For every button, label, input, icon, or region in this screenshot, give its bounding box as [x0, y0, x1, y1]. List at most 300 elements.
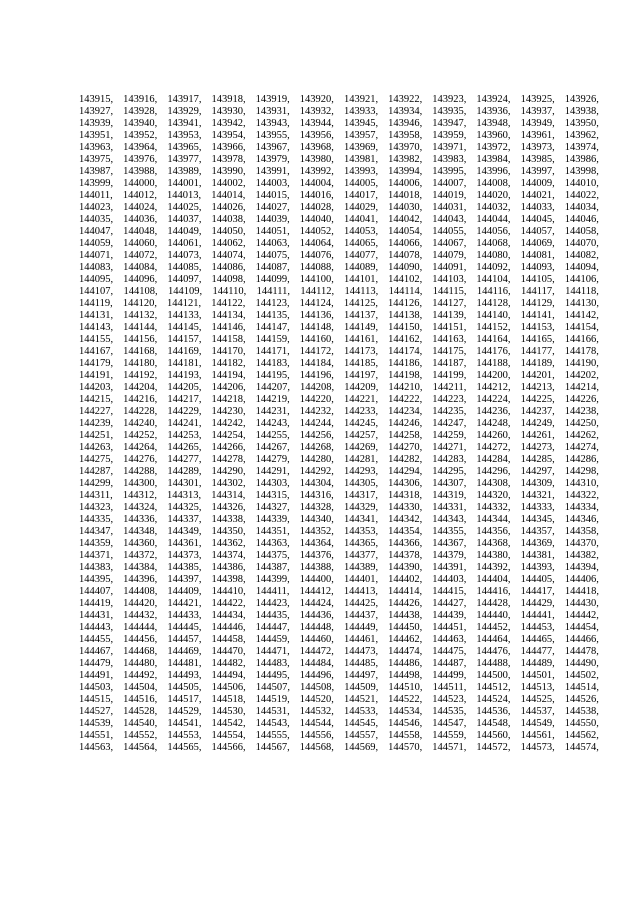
sequence-number: 144450,: [388, 622, 423, 633]
sequence-number: 144199,: [432, 370, 467, 381]
sequence-number: 144179,: [79, 358, 114, 369]
sequence-number: 144451,: [432, 622, 467, 633]
sequence-number: 144290,: [211, 466, 246, 477]
sequence-number: 144117,: [520, 286, 555, 297]
sequence-number: 144427,: [432, 598, 467, 609]
sequence-number: 144552,: [123, 730, 158, 741]
sequence-number: 144202,: [564, 370, 599, 381]
sequence-number: 143988,: [123, 166, 158, 177]
sequence-number: 144249,: [520, 418, 555, 429]
sequence-number: 144432,: [123, 610, 158, 621]
sequence-number: 144133,: [167, 310, 202, 321]
sequence-number: 144497,: [343, 670, 379, 681]
sequence-number: 144248,: [476, 418, 511, 429]
sequence-number: 144035,: [79, 214, 114, 225]
number-line: [79, 118, 599, 130]
sequence-number: 144299,: [79, 478, 114, 489]
sequence-number: 144085,: [167, 262, 202, 273]
sequence-number: 144146,: [211, 322, 246, 333]
sequence-number: 144574,: [564, 742, 599, 753]
sequence-number: 144449,: [343, 622, 379, 633]
number-line: [79, 466, 599, 478]
sequence-number: 144354,: [388, 526, 423, 537]
sequence-number: 144105,: [520, 274, 555, 285]
sequence-number: 144323,: [79, 502, 114, 513]
sequence-number: 144453,: [520, 622, 555, 633]
sequence-number: 144004,: [299, 178, 334, 189]
sequence-number: 144190,: [564, 358, 599, 369]
number-line: [79, 142, 599, 154]
sequence-number: 144003,: [255, 178, 290, 189]
sequence-number: 144301,: [167, 478, 202, 489]
sequence-number: 144106,: [564, 274, 599, 285]
sequence-number: 144326,: [211, 502, 246, 513]
sequence-number: 144535,: [432, 706, 467, 717]
sequence-number: 144101,: [343, 274, 379, 285]
sequence-number: 144507,: [255, 682, 290, 693]
sequence-number: 144247,: [432, 418, 467, 429]
sequence-number: 144157,: [167, 334, 202, 345]
sequence-number: 143975,: [79, 154, 114, 165]
sequence-number: 144391,: [432, 562, 467, 573]
sequence-number: 144569,: [343, 742, 379, 753]
sequence-number: 144129,: [520, 298, 555, 309]
sequence-number: 144377,: [343, 550, 379, 561]
sequence-number: 144206,: [211, 382, 246, 393]
sequence-number: 144131,: [79, 310, 114, 321]
number-line: [79, 694, 599, 706]
number-line: [79, 598, 599, 610]
sequence-number: 144200,: [476, 370, 511, 381]
sequence-number: 144032,: [476, 202, 511, 213]
sequence-number: 144090,: [388, 262, 423, 273]
sequence-number: 144239,: [79, 418, 114, 429]
sequence-number: 144027,: [255, 202, 290, 213]
sequence-number: 144327,: [255, 502, 290, 513]
sequence-number: 144560,: [476, 730, 511, 741]
sequence-number: 144291,: [255, 466, 290, 477]
sequence-number: 144164,: [476, 334, 511, 345]
sequence-number: 144531,: [255, 706, 290, 717]
sequence-number: 144548,: [476, 718, 511, 729]
sequence-number: 144324,: [123, 502, 158, 513]
sequence-number: 144521,: [343, 694, 379, 705]
sequence-number: 144127,: [432, 298, 467, 309]
sequence-number: 144452,: [476, 622, 511, 633]
sequence-number: 144456,: [123, 634, 158, 645]
sequence-number: 143915,: [79, 94, 114, 105]
sequence-number: 144375,: [255, 550, 290, 561]
sequence-number: 144015,: [255, 190, 290, 201]
sequence-number: 144332,: [476, 502, 511, 513]
sequence-number: 144002,: [211, 178, 246, 189]
sequence-number: 144031,: [432, 202, 467, 213]
sequence-number: 144292,: [299, 466, 334, 477]
sequence-number: 144162,: [388, 334, 423, 345]
sequence-number: 143924,: [476, 94, 511, 105]
sequence-number: 144570,: [388, 742, 423, 753]
sequence-number: 144438,: [388, 610, 423, 621]
sequence-number: 143963,: [79, 142, 114, 153]
sequence-number: 144437,: [343, 610, 379, 621]
sequence-number: 143957,: [343, 130, 379, 141]
sequence-number: 144244,: [299, 418, 334, 429]
sequence-number: 144198,: [388, 370, 423, 381]
sequence-number: 144334,: [564, 502, 599, 513]
sequence-number: 144545,: [343, 718, 379, 729]
sequence-number: 144195,: [255, 370, 290, 381]
sequence-number: 144402,: [388, 574, 423, 585]
sequence-number: 144095,: [79, 274, 114, 285]
sequence-number: 144483,: [255, 658, 290, 669]
sequence-number: 144357,: [520, 526, 555, 537]
sequence-number: 144167,: [79, 346, 114, 357]
number-line: [79, 610, 599, 622]
sequence-number: 144433,: [167, 610, 202, 621]
sequence-number: 144281,: [343, 454, 379, 465]
sequence-number: 143972,: [476, 142, 511, 153]
sequence-number: 144091,: [432, 262, 467, 273]
sequence-number: 143962,: [564, 130, 599, 141]
sequence-number: 144170,: [211, 346, 246, 357]
sequence-number: 144372,: [123, 550, 158, 561]
sequence-number: 143932,: [299, 106, 334, 117]
sequence-number: 144297,: [520, 466, 555, 477]
sequence-number: 144130,: [564, 298, 599, 309]
sequence-number: 144462,: [388, 634, 423, 645]
sequence-number: 144463,: [432, 634, 467, 645]
sequence-number: 144124,: [299, 298, 334, 309]
sequence-number: 144023,: [79, 202, 114, 213]
sequence-number: 144305,: [343, 478, 379, 489]
sequence-number: 144465,: [520, 634, 555, 645]
sequence-number: 144132,: [123, 310, 158, 321]
sequence-number: 144017,: [343, 190, 378, 201]
sequence-number: 144083,: [79, 262, 114, 273]
sequence-number: 144481,: [167, 658, 202, 669]
sequence-number: 144419,: [79, 598, 114, 609]
sequence-number: 144272,: [476, 442, 511, 453]
number-line: [79, 346, 599, 358]
sequence-number: 144275,: [79, 454, 114, 465]
number-line: [79, 262, 599, 274]
sequence-number: 144417,: [520, 586, 555, 597]
sequence-number: 144490,: [564, 658, 599, 669]
sequence-number: 144228,: [123, 406, 158, 417]
sequence-number: 144226,: [564, 394, 599, 405]
number-line: [79, 682, 599, 694]
sequence-number: 144168,: [123, 346, 158, 357]
sequence-number: 144025,: [167, 202, 202, 213]
sequence-number: 144201,: [520, 370, 555, 381]
sequence-number: 144393,: [520, 562, 555, 573]
sequence-number: 144440,: [476, 610, 511, 621]
sequence-number: 144381,: [520, 550, 555, 561]
sequence-number: 144042,: [388, 214, 423, 225]
sequence-number: 144103,: [432, 274, 467, 285]
number-line: [79, 478, 599, 490]
sequence-number: 144271,: [432, 442, 467, 453]
sequence-number: 144556,: [299, 730, 334, 741]
sequence-number: 144494,: [211, 670, 246, 681]
number-line: [79, 178, 599, 190]
sequence-number: 144075,: [255, 250, 290, 261]
number-line: [79, 562, 599, 574]
sequence-number: 144302,: [211, 478, 246, 489]
sequence-number: 144526,: [564, 694, 599, 705]
sequence-number: 144374,: [211, 550, 246, 561]
sequence-number: 143937,: [520, 106, 555, 117]
number-line: [79, 442, 599, 454]
sequence-number: 144246,: [388, 418, 423, 429]
sequence-number: 144016,: [299, 190, 334, 201]
number-line: [79, 238, 599, 250]
sequence-number: 144499,: [432, 670, 467, 681]
sequence-number: 144523,: [432, 694, 467, 705]
sequence-number: 144154,: [564, 322, 599, 333]
sequence-number: 144262,: [564, 430, 599, 441]
sequence-number: 144165,: [520, 334, 555, 345]
sequence-number: 144506,: [211, 682, 246, 693]
sequence-number: 144171,: [255, 346, 290, 357]
sequence-number: 144245,: [343, 418, 379, 429]
sequence-number: 144051,: [255, 226, 290, 237]
sequence-number: 144265,: [167, 442, 202, 453]
sequence-number: 144448,: [299, 622, 334, 633]
sequence-number: 144383,: [79, 562, 114, 573]
sequence-number: 144478,: [564, 646, 599, 657]
sequence-number: 144114,: [388, 286, 423, 297]
sequence-number: 143930,: [211, 106, 246, 117]
sequence-number: 144306,: [388, 478, 423, 489]
sequence-number: 143970,: [388, 142, 423, 153]
sequence-number: 144256,: [299, 430, 334, 441]
sequence-number: 144539,: [79, 718, 114, 729]
sequence-number: 144486,: [388, 658, 423, 669]
sequence-number: 143973,: [520, 142, 555, 153]
sequence-number: 144001,: [167, 178, 202, 189]
sequence-number: 143946,: [388, 118, 423, 129]
sequence-number: 144218,: [211, 394, 246, 405]
sequence-number: 144461,: [343, 634, 379, 645]
sequence-number: 144500,: [476, 670, 511, 681]
sequence-number: 143920,: [299, 94, 334, 105]
sequence-number: 144172,: [299, 346, 334, 357]
sequence-number: 144159,: [255, 334, 290, 345]
sequence-number: 144319,: [432, 490, 467, 501]
sequence-number: 143952,: [123, 130, 158, 141]
sequence-number: 144104,: [476, 274, 511, 285]
sequence-number: 144174,: [388, 346, 423, 357]
sequence-number: 144356,: [476, 526, 511, 537]
sequence-number: 144554,: [211, 730, 246, 741]
sequence-number: 143942,: [211, 118, 246, 129]
sequence-number: 144277,: [167, 454, 202, 465]
sequence-number: 144173,: [343, 346, 379, 357]
sequence-number: 144342,: [388, 514, 423, 525]
number-line: [79, 586, 599, 598]
sequence-number: 144024,: [123, 202, 158, 213]
sequence-number: 144110,: [212, 286, 247, 297]
sequence-number: 144289,: [167, 466, 202, 477]
sequence-number: 143993,: [343, 166, 379, 177]
sequence-number: 143987,: [79, 166, 114, 177]
number-line: [79, 730, 599, 742]
sequence-number: 144389,: [343, 562, 379, 573]
sequence-number: 144338,: [211, 514, 246, 525]
number-line: [79, 526, 599, 538]
sequence-number: 143935,: [432, 106, 467, 117]
number-line: [79, 490, 599, 502]
sequence-number: 144428,: [476, 598, 511, 609]
sequence-number: 144113,: [344, 286, 379, 297]
sequence-number: 144211,: [432, 382, 467, 393]
sequence-number: 144473,: [343, 646, 379, 657]
sequence-number: 144086,: [211, 262, 246, 273]
sequence-number: 144054,: [388, 226, 423, 237]
sequence-number: 144074,: [211, 250, 246, 261]
sequence-number: 144040,: [299, 214, 334, 225]
sequence-number: 144525,: [520, 694, 555, 705]
sequence-number: 143926,: [564, 94, 599, 105]
sequence-number: 144196,: [299, 370, 334, 381]
sequence-number: 144422,: [211, 598, 246, 609]
sequence-number: 144510,: [388, 682, 423, 693]
sequence-number: 144373,: [167, 550, 202, 561]
sequence-number: 144084,: [123, 262, 158, 273]
sequence-number: 144216,: [123, 394, 158, 405]
number-line: [79, 370, 599, 382]
sequence-number: 144126,: [388, 298, 423, 309]
sequence-number: 144077,: [343, 250, 379, 261]
sequence-number: 144363,: [255, 538, 290, 549]
sequence-number: 144109,: [168, 286, 203, 297]
sequence-number: 144562,: [564, 730, 599, 741]
sequence-number: 144542,: [211, 718, 246, 729]
sequence-number: 144142,: [564, 310, 599, 321]
sequence-number: 144047,: [79, 226, 114, 237]
sequence-number: 144160,: [299, 334, 334, 345]
sequence-number: 144364,: [299, 538, 334, 549]
number-line: [79, 286, 599, 298]
sequence-number: 144399,: [255, 574, 290, 585]
sequence-number: 144071,: [79, 250, 114, 261]
sequence-number: 144509,: [344, 682, 379, 693]
sequence-number: 143961,: [520, 130, 555, 141]
sequence-number: 144421,: [167, 598, 202, 609]
sequence-number: 144207,: [255, 382, 290, 393]
sequence-number: 143958,: [388, 130, 423, 141]
sequence-number: 144270,: [388, 442, 423, 453]
sequence-number: 144065,: [343, 238, 379, 249]
sequence-number: 144278,: [211, 454, 246, 465]
sequence-number: 143939,: [79, 118, 114, 129]
sequence-number: 144347,: [79, 526, 114, 537]
sequence-number: 144231,: [255, 406, 290, 417]
sequence-number: 144260,: [476, 430, 511, 441]
sequence-number: 144082,: [564, 250, 599, 261]
sequence-number: 144571,: [432, 742, 467, 753]
sequence-number: 144076,: [299, 250, 334, 261]
sequence-number: 144205,: [167, 382, 202, 393]
sequence-number: 144528,: [123, 706, 158, 717]
sequence-number: 144212,: [476, 382, 511, 393]
sequence-number: 144511,: [432, 682, 467, 693]
sequence-number: 144394,: [564, 562, 599, 573]
sequence-number: 144487,: [432, 658, 467, 669]
sequence-number: 143965,: [167, 142, 202, 153]
sequence-number: 144152,: [476, 322, 511, 333]
sequence-number: 144052,: [299, 226, 334, 237]
sequence-number: 144313,: [167, 490, 202, 501]
sequence-number: 144118,: [565, 286, 599, 297]
sequence-number: 144236,: [476, 406, 511, 417]
sequence-number: 144005,: [343, 178, 379, 189]
sequence-number: 144293,: [343, 466, 379, 477]
sequence-number: 144524,: [476, 694, 511, 705]
sequence-number: 144557,: [343, 730, 379, 741]
sequence-number: 144120,: [122, 298, 157, 309]
sequence-number: 144544,: [299, 718, 334, 729]
sequence-number: 144457,: [167, 634, 202, 645]
sequence-number: 144505,: [167, 682, 202, 693]
sequence-number: 144259,: [432, 430, 467, 441]
sequence-number: 144485,: [343, 658, 379, 669]
sequence-number: 143956,: [299, 130, 334, 141]
sequence-number: 144029,: [343, 202, 379, 213]
sequence-number: 144317,: [343, 490, 378, 501]
number-line: [79, 310, 599, 322]
sequence-number: 144156,: [123, 334, 158, 345]
sequence-number: 143947,: [432, 118, 467, 129]
sequence-number: 144558,: [388, 730, 423, 741]
sequence-number: 144221,: [343, 394, 379, 405]
sequence-number: 144046,: [564, 214, 599, 225]
sequence-number: 144376,: [299, 550, 334, 561]
sequence-number: 144161,: [343, 334, 379, 345]
sequence-number: 144252,: [123, 430, 158, 441]
sequence-number: 144441,: [520, 610, 555, 621]
sequence-number: 144148,: [299, 322, 334, 333]
sequence-number: 144097,: [167, 274, 202, 285]
sequence-number: 144366,: [388, 538, 423, 549]
sequence-number: 144296,: [476, 466, 511, 477]
sequence-number: 143989,: [167, 166, 202, 177]
sequence-number: 144208,: [300, 382, 335, 393]
sequence-number: 144501,: [520, 670, 555, 681]
sequence-number: 144189,: [520, 358, 555, 369]
sequence-number: 144472,: [299, 646, 334, 657]
sequence-number: 144496,: [299, 670, 334, 681]
sequence-number: 143974,: [564, 142, 599, 153]
sequence-number: 144424,: [299, 598, 334, 609]
sequence-number: 143948,: [476, 118, 511, 129]
sequence-number: 144410,: [211, 586, 246, 597]
sequence-number: 144444,: [123, 622, 158, 633]
sequence-number: 144470,: [211, 646, 246, 657]
sequence-number: 144447,: [255, 622, 290, 633]
sequence-number: 144368,: [476, 538, 511, 549]
sequence-number: 144541,: [167, 718, 202, 729]
sequence-number: 143923,: [432, 94, 467, 105]
number-line: [79, 514, 599, 526]
sequence-number: 144380,: [476, 550, 511, 561]
sequence-number: 144491,: [79, 670, 114, 681]
sequence-number: 144339,: [255, 514, 290, 525]
sequence-number: 144183,: [255, 358, 290, 369]
sequence-number: 144125,: [343, 298, 378, 309]
sequence-number: 144371,: [79, 550, 114, 561]
